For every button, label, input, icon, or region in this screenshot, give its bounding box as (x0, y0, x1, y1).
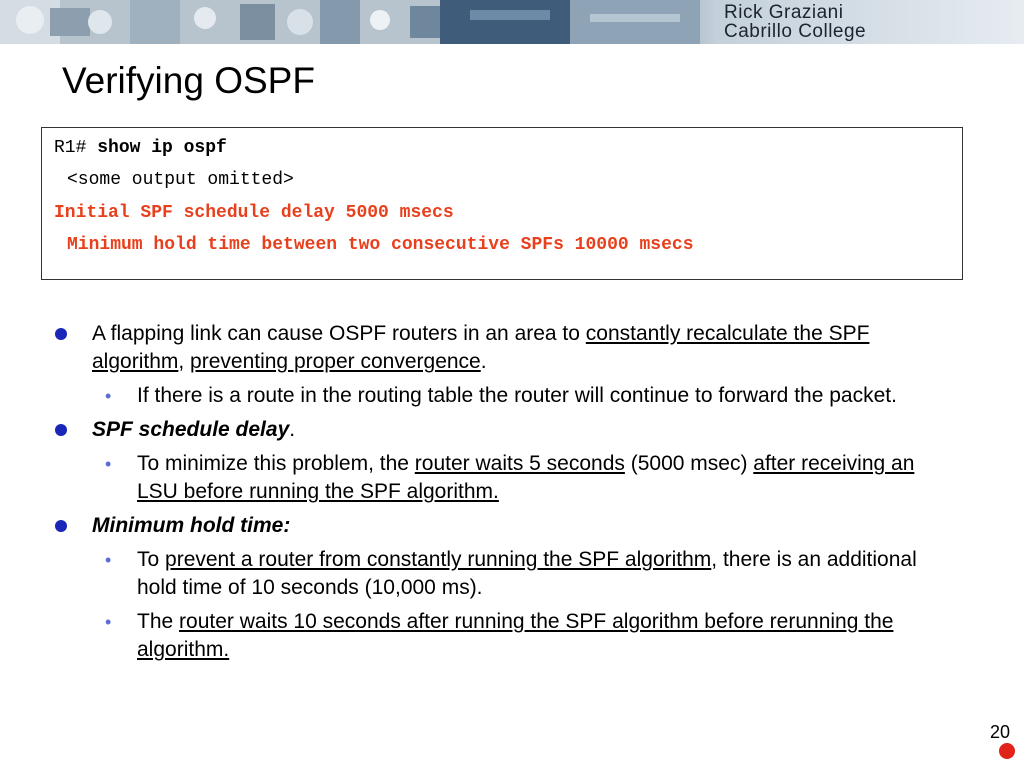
slide-title: Verifying OSPF (62, 60, 315, 101)
bullet-heading: SPF schedule delay (92, 418, 290, 441)
subbullet-text: If there is a route in the routing table the router will continue to forward the packet. (137, 384, 897, 407)
subbullet-text: The (137, 610, 180, 633)
bullet-underlined-text: constantly recalculate the SPF algorithm (92, 322, 870, 373)
cli-prompt: R1# (54, 138, 87, 158)
banner-photo-image (0, 0, 700, 44)
subbullet-text: To minimize this problem, the (137, 452, 415, 475)
bullet-minimum-hold-time (55, 512, 955, 540)
subbullet-waits-10-seconds (55, 608, 955, 664)
institution-name: Cabrillo College (724, 21, 867, 42)
subbullet-route-forward (55, 382, 955, 410)
bullet-separator: , (178, 350, 191, 373)
subbullet-text: (5000 msec) (624, 452, 754, 475)
author-name-block (724, 0, 1024, 44)
subbullet-icon: • (105, 550, 112, 570)
bullet-period: . (480, 350, 487, 373)
bullet-text: A flapping link can cause OSPF routers in an area to (92, 322, 586, 345)
cli-spf-delay-line: Initial SPF schedule delay 5000 msecs (54, 203, 454, 223)
red-dot-icon (999, 743, 1015, 759)
bullet-dot-icon (55, 424, 67, 436)
bullet-period: . (289, 418, 296, 441)
subbullet-prevent-running (55, 546, 955, 602)
subbullet-underlined-text: router waits 5 seconds (414, 452, 625, 475)
subbullet-text: To (137, 548, 166, 571)
subbullet-icon: • (105, 454, 112, 474)
subbullet-underlined-text: prevent a router from constantly running the SPF algorithm (165, 548, 712, 571)
author-name: Rick Graziani (724, 2, 844, 23)
bullet-underlined-text: preventing proper convergence (190, 350, 481, 373)
subbullet-underlined-text: router waits 10 seconds after running the SPF algorithm before rerunning the algorithm. (137, 610, 894, 661)
bullet-dot-icon (55, 520, 67, 532)
subbullet-icon: • (105, 612, 112, 632)
cli-output-box (41, 127, 963, 280)
cli-command: show ip ospf (97, 138, 227, 158)
header-banner (0, 0, 1024, 44)
cli-hold-time-line: Minimum hold time between two consecutive SPFs 10000 msecs (67, 235, 694, 255)
bullet-spf-schedule-delay (55, 416, 955, 444)
cli-omitted-line: <some output omitted> (67, 170, 294, 190)
subbullet-underlined-text: after receiving an LSU before running the SPF algorithm. (137, 452, 915, 503)
bullet-list (55, 320, 955, 670)
bullet-flapping-link (55, 320, 955, 376)
subbullet-router-waits (55, 450, 955, 506)
subbullet-icon: • (105, 386, 112, 406)
page-number: 20 (990, 722, 1011, 742)
subbullet-text: , there is an additional hold time of 10 seconds (10,000 ms). (137, 548, 917, 599)
bullet-dot-icon (55, 328, 67, 340)
cli-command-line (54, 138, 227, 158)
bullet-heading: Minimum hold time: (92, 514, 291, 537)
